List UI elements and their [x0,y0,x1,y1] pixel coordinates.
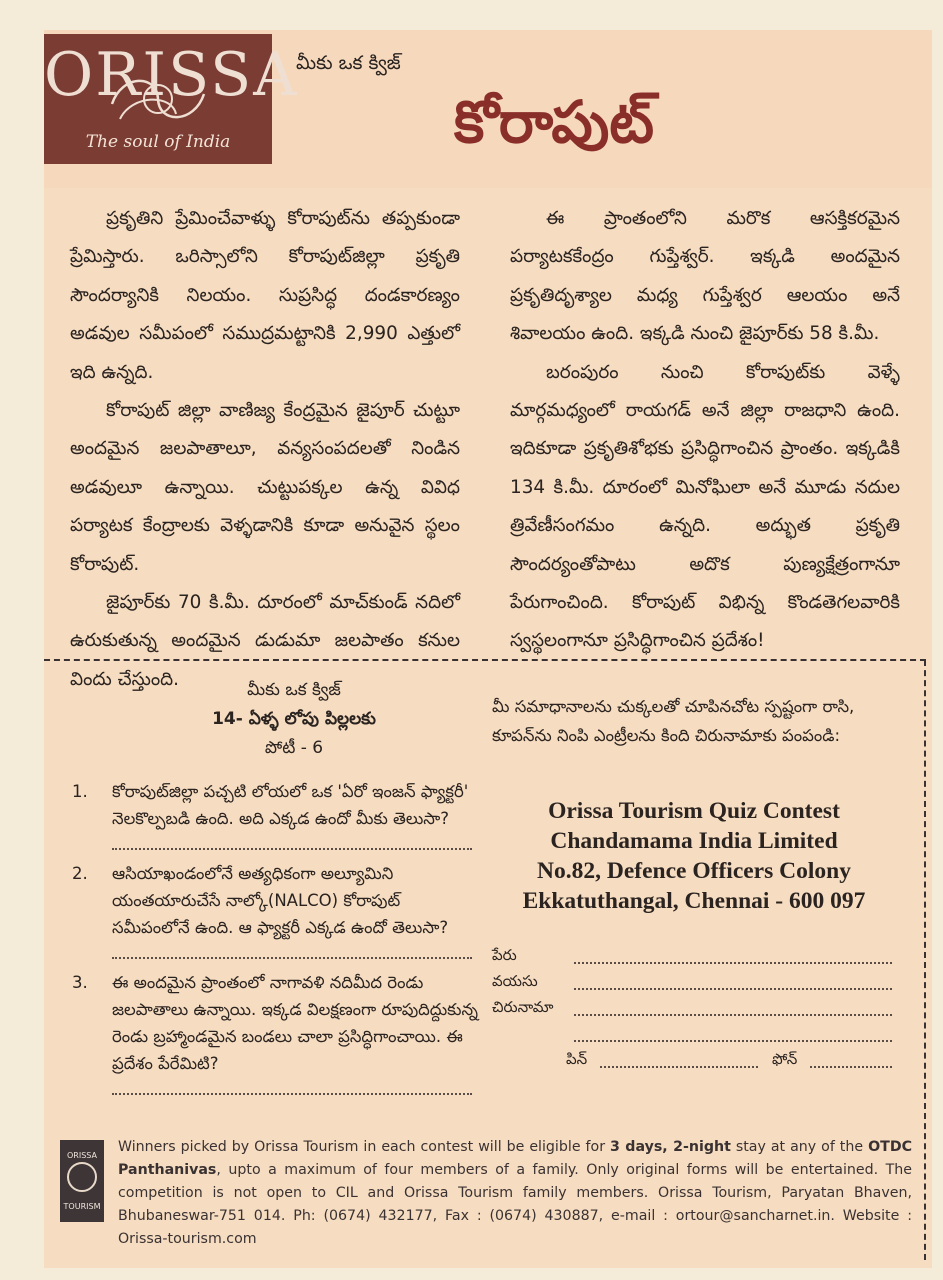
age-field[interactable] [492,970,912,996]
header-kicker: మీకు ఒక క్విజ్ [296,52,401,74]
badge-top-label: ORISSA [67,1151,97,1160]
orissa-tourism-badge [60,1140,104,1222]
question-text: ఆసియాఖండంలోనే అత్యధికంగా అల్యూమిని యంతయారుచేసే నాల్కో(NALCO) కోరాపుట్ సమీపంలోనే ఉంది. ఆ ఫ్యాక్టరీ ఎక్కడ ఉందో తెలుసా? [112,864,449,937]
address-label: చిరునామా [492,998,554,1016]
pin-input-line[interactable] [600,1066,758,1068]
mailing-address [484,796,904,916]
seal-icon [67,1162,97,1192]
address-line: Ekkatuthangal, Chennai - 600 097 [522,888,866,914]
question-number: 2. [72,864,88,883]
article-paragraph: జైపూర్‌కు 70 కి.మీ. దూరంలో మాచ్‌కుండ్ నదిలో ఉరుకుతున్న అందమైన డుడుమా జలపాతం కనుల విందు చేస్తుంది. [70,592,460,690]
article-paragraph: బరంపురం నుంచి కోరాపుట్‌కు వెళ్ళే మార్గమధ్యంలో రాయగడ్ అనే జిల్లా రాజధాని ఉంది. ఇదికూడా ప్రకృతిశోభకు ప్రసిద్ధిగాంచిన ప్రాంతం. ఇక్కడికి 134 కి.మీ. దూరంలో మినోఘిలా అనే మూడు నదుల త్రివేణీసంగమం ఉన్నది. అద్భుత ప్రకృతి సౌందర్యంతోపాటు అదొక పుణ్యక్షేత్రంగానూ పేరుగాంచింది. కోరాపుట్ విభిన్న కొండతెగలవారికి స్వస్థలంగానూ ప్రసిద్ధిగాంచిన ప్రదేశం! [510,361,900,652]
terms-text [118,1136,912,1251]
answer-line[interactable] [112,838,472,850]
address-field-continued[interactable] [492,1022,912,1048]
quiz-question [72,860,482,941]
terms-part: stay at any of the [730,1139,869,1155]
address-line: Orissa Tourism Quiz Contest [548,798,840,824]
article-paragraph: ఈ ప్రాంతంలోని మరొక ఆసక్తికరమైన పర్యాటకకేంద్రం గుప్తేశ్వర్. ఇక్కడి అందమైన ప్రకృతిదృశ్యాల మధ్య గుప్తేశ్వర ఆలయం అనే శివాలయం ఉంది. ఇక్కడి నుంచి జైపూర్‌కు 58 కి.మీ. [510,208,900,345]
quiz-kicker: మీకు ఒక క్విజ్ [247,680,341,700]
address-input-line[interactable] [574,1014,892,1016]
logo-wordmark: ORISSA [44,40,299,110]
coupon-cut-line [44,659,926,661]
address-field[interactable] [492,996,912,1022]
address-line: Chandamama India Limited [550,828,838,854]
name-input-line[interactable] [574,962,892,964]
answer-line[interactable] [112,947,472,959]
article-left-column [70,200,460,699]
badge-bottom-label: TOURISM [63,1202,101,1211]
article-paragraph: కోరాపుట్ జిల్లా వాణిజ్య కేంద్రమైన జైపూర్ చుట్టూ అందమైన జలపాతాలూ, వన్యసంపదలతో నిండిన అడవులూ ఉన్నాయి. చుట్టుపక్కల ఉన్న వివిధ పర్యాటక కేంద్రాలకు వెళ్ళడానికి కూడా అనువైన స్థలం కోరాపుట్. [70,400,460,575]
advertisement-page [44,30,932,1268]
swirl-emblem-icon [102,64,214,134]
age-input-line[interactable] [574,988,892,990]
quiz-contest-number: పోటీ - 6 [264,738,324,758]
question-number: 3. [72,973,88,992]
coupon-cut-line-right [924,660,926,1260]
phone-input-line[interactable] [810,1066,892,1068]
terms-bold-panthanivas: OTDC Panthanivas [118,1139,913,1178]
address-line: No.82, Defence Officers Colony [537,858,851,884]
name-label: పేరు [492,946,517,964]
terms-part: Winners picked by Orissa Tourism in each contest will be eligible for [118,1139,611,1155]
page-title: కోరాపుట్ [454,88,654,156]
terms-bold-stay: 3 days, 2-night [610,1139,731,1155]
phone-label: ఫోన్ [772,1050,798,1068]
question-number: 1. [72,782,88,801]
pin-label: పిన్ [566,1050,588,1068]
question-text: కోరాపుట్‌జిల్లా పచ్చటి లోయలో ఒక 'ఏరో ఇంజన్ ఫ్యాక్టరీ' నెలకొల్పబడి ఉంది. అది ఎక్కడ ఉందో మీకు తెలుసా? [112,782,469,828]
quiz-age-group: 14- ఏళ్ళ లోపు పిల్లలకు [212,709,376,729]
quiz-question [72,969,482,1077]
quiz-question [72,778,482,832]
question-text: ఈ అందమైన ప్రాంతంలో నాగావళి నదిమీద రెండు జలపాతాలు ఉన్నాయి. ఇక్కడ విలక్షణంగా రూపుదిద్దుకున్న రెండు బ్రహ్మాండమైన బండలు చాలా ప్రసిద్ధిగాంచాయి. ఈ ప్రదేశం పేరేమిటి? [112,973,478,1073]
answer-line[interactable] [112,1083,472,1095]
quiz-questions [72,778,482,1105]
logo-tagline: The soul of India [85,132,231,152]
address-input-line-2[interactable] [574,1040,892,1042]
name-field[interactable] [492,944,912,970]
terms-footer [60,1136,912,1251]
orissa-logo [44,34,299,164]
article-right-column [510,200,900,661]
quiz-header [194,676,394,763]
terms-part: , upto a maximum of four members of a family. Only original forms will be entertained. The competition is not open to CIL and Orissa Tourism family members. Orissa Tourism, Paryatan Bhaven, Bhubaneswar-751 014. Ph: (0674) 432177, Fax : (0674) 430887, e-mail : ortour@sancharnet.in. Website : Orissa-tourism.com [118,1162,912,1247]
pin-phone-row [492,1048,912,1074]
article-paragraph: ప్రకృతిని ప్రేమించేవాళ్ళు కోరాపుట్‌ను తప్పకుండా ప్రేమిస్తారు. ఒరిస్సాలోని కోరాపుట్‌జిల్లా ప్రకృతి సౌందర్యానికి నిలయం. సుప్రసిద్ధ దండకారణ్యం అడవుల సమీపంలో సముద్రమట్టానికి 2,990 ఎత్తులో ఇది ఉన్నది. [70,208,460,383]
entry-form [492,944,912,1074]
age-label: వయసు [492,972,538,990]
entry-instructions: మీ సమాధానాలను చుక్కలతో చూపినచోట స్పష్టంగా రాసి, కూపన్‌ను నింపి ఎంట్రీలను కింది చిరునామాకు పంపండి: [492,697,855,745]
